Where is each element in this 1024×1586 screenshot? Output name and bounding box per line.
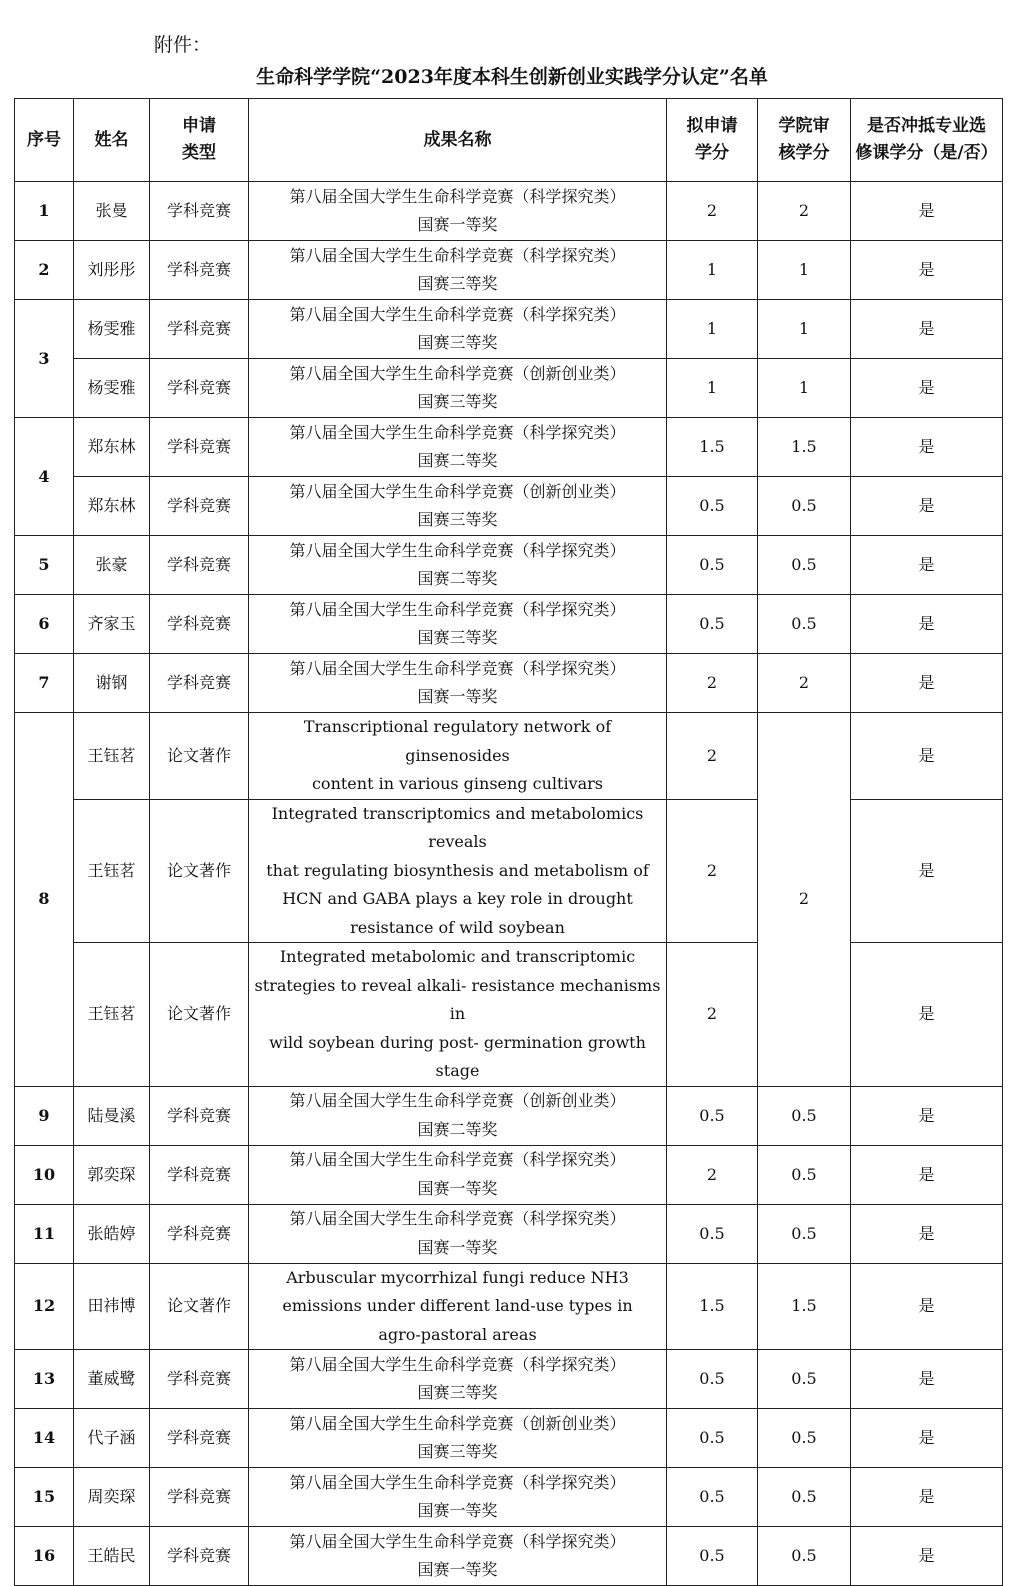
seq-cell: 12 [15,1263,74,1350]
type-cell: 论文著作 [150,713,249,800]
achievement-cell: 第八届全国大学生生命科学竞赛（科学探究类） 国赛二等奖 [249,536,667,595]
achievement-cell: 第八届全国大学生生命科学竞赛（科学探究类） 国赛一等奖 [249,654,667,713]
achievement-cell: 第八届全国大学生生命科学竞赛（科学探究类） 国赛三等奖 [249,1350,667,1409]
seq-cell: 9 [15,1086,74,1145]
offset-cell: 是 [851,1527,1003,1586]
seq-cell: 13 [15,1350,74,1409]
table-row [15,1468,1003,1527]
achievement-cell: Integrated metabolomic and transcriptomic strategies to reveal alkali- resistance mechanisms in wild soybean during post- germination growth stage [249,943,667,1087]
apply-credit-cell: 0.5 [667,595,758,654]
review-credit-cell: 2 [758,182,851,241]
apply-credit-cell: 1.5 [667,1263,758,1350]
table-row [15,1350,1003,1409]
offset-cell: 是 [851,1263,1003,1350]
type-cell: 学科竞赛 [150,1527,249,1586]
table-row [15,1204,1003,1263]
review-credit-cell: 1.5 [758,1263,851,1350]
achievement-cell: 第八届全国大学生生命科学竞赛（科学探究类） 国赛一等奖 [249,1527,667,1586]
achievement-cell: 第八届全国大学生生命科学竞赛（科学探究类） 国赛三等奖 [249,595,667,654]
name-cell: 王钰茗 [74,713,150,800]
apply-credit-cell: 2 [667,654,758,713]
type-cell: 学科竞赛 [150,1350,249,1409]
offset-cell: 是 [851,241,1003,300]
review-credit-cell: 1 [758,300,851,359]
header-seq: 序号 [15,99,74,182]
achievement-cell: 第八届全国大学生生命科学竞赛（科学探究类） 国赛三等奖 [249,300,667,359]
type-cell: 论文著作 [150,799,249,943]
offset-cell: 是 [851,359,1003,418]
apply-credit-cell: 0.5 [667,1350,758,1409]
header-type: 申请 类型 [150,99,249,182]
header-row [15,99,1003,182]
name-cell: 郑东林 [74,477,150,536]
credit-table [14,98,1003,1586]
name-cell: 陆曼溪 [74,1086,150,1145]
type-cell: 学科竞赛 [150,241,249,300]
achievement-cell: 第八届全国大学生生命科学竞赛（创新创业类） 国赛三等奖 [249,359,667,418]
offset-cell: 是 [851,799,1003,943]
name-cell: 张皓婷 [74,1204,150,1263]
apply-credit-cell: 2 [667,943,758,1087]
offset-cell: 是 [851,595,1003,654]
seq-cell: 3 [15,300,74,418]
table-row [15,536,1003,595]
review-credit-cell: 0.5 [758,1204,851,1263]
table-row [15,300,1003,359]
apply-credit-cell: 2 [667,799,758,943]
apply-credit-cell: 1 [667,241,758,300]
type-cell: 学科竞赛 [150,418,249,477]
offset-cell: 是 [851,418,1003,477]
type-cell: 学科竞赛 [150,1145,249,1204]
review-credit-cell: 2 [758,654,851,713]
seq-cell: 7 [15,654,74,713]
apply-credit-cell: 2 [667,182,758,241]
offset-cell: 是 [851,300,1003,359]
table-row [15,1086,1003,1145]
header-review-credit: 学院审 核学分 [758,99,851,182]
type-cell: 学科竞赛 [150,536,249,595]
table-row [15,943,1003,1087]
header-achievement: 成果名称 [249,99,667,182]
table-row [15,1527,1003,1586]
name-cell: 董威鹭 [74,1350,150,1409]
seq-cell: 11 [15,1204,74,1263]
seq-cell: 15 [15,1468,74,1527]
type-cell: 学科竞赛 [150,359,249,418]
table-row [15,595,1003,654]
achievement-cell: Transcriptional regulatory network of ginsenosides content in various ginseng cultivars [249,713,667,800]
table-row [15,241,1003,300]
achievement-cell: Arbuscular mycorrhizal fungi reduce NH3 emissions under different land-use types in agro-pastoral areas [249,1263,667,1350]
review-credit-cell: 0.5 [758,536,851,595]
seq-cell: 4 [15,418,74,536]
offset-cell: 是 [851,943,1003,1087]
achievement-cell: 第八届全国大学生生命科学竞赛（科学探究类） 国赛一等奖 [249,182,667,241]
offset-cell: 是 [851,1086,1003,1145]
achievement-cell: 第八届全国大学生生命科学竞赛（科学探究类） 国赛一等奖 [249,1468,667,1527]
apply-credit-cell: 2 [667,1145,758,1204]
apply-credit-cell: 0.5 [667,1204,758,1263]
page-title: 生命科学学院“2023年度本科生创新创业实践学分认定”名单 [256,66,768,88]
review-credit-cell: 1.5 [758,418,851,477]
seq-cell: 2 [15,241,74,300]
review-credit-cell: 1 [758,359,851,418]
name-cell: 田祎博 [74,1263,150,1350]
apply-credit-cell: 0.5 [667,1527,758,1586]
offset-cell: 是 [851,654,1003,713]
table-row [15,182,1003,241]
seq-cell: 14 [15,1409,74,1468]
review-credit-cell: 2 [758,713,851,1087]
type-cell: 学科竞赛 [150,1468,249,1527]
seq-cell: 16 [15,1527,74,1586]
type-cell: 学科竞赛 [150,1086,249,1145]
achievement-cell: 第八届全国大学生生命科学竞赛（创新创业类） 国赛三等奖 [249,477,667,536]
attachment-label: 附件： [154,34,212,56]
table-row [15,477,1003,536]
offset-cell: 是 [851,182,1003,241]
name-cell: 张豪 [74,536,150,595]
achievement-cell: 第八届全国大学生生命科学竞赛（科学探究类） 国赛一等奖 [249,1204,667,1263]
review-credit-cell: 0.5 [758,1350,851,1409]
achievement-cell: 第八届全国大学生生命科学竞赛（科学探究类） 国赛二等奖 [249,418,667,477]
offset-cell: 是 [851,1409,1003,1468]
type-cell: 学科竞赛 [150,182,249,241]
header-offset: 是否冲抵专业选 修课学分（是/否） [851,99,1003,182]
type-cell: 学科竞赛 [150,654,249,713]
achievement-cell: 第八届全国大学生生命科学竞赛（科学探究类） 国赛一等奖 [249,1145,667,1204]
table-row [15,1409,1003,1468]
apply-credit-cell: 0.5 [667,1468,758,1527]
table-row [15,418,1003,477]
name-cell: 王钰茗 [74,943,150,1087]
seq-cell: 5 [15,536,74,595]
offset-cell: 是 [851,1468,1003,1527]
review-credit-cell: 0.5 [758,477,851,536]
review-credit-cell: 0.5 [758,1527,851,1586]
name-cell: 张曼 [74,182,150,241]
apply-credit-cell: 1.5 [667,418,758,477]
achievement-cell: 第八届全国大学生生命科学竞赛（科学探究类） 国赛三等奖 [249,241,667,300]
type-cell: 学科竞赛 [150,1204,249,1263]
review-credit-cell: 0.5 [758,1145,851,1204]
seq-cell: 10 [15,1145,74,1204]
offset-cell: 是 [851,1145,1003,1204]
apply-credit-cell: 0.5 [667,1086,758,1145]
name-cell: 代子涵 [74,1409,150,1468]
name-cell: 刘彤彤 [74,241,150,300]
apply-credit-cell: 1 [667,359,758,418]
offset-cell: 是 [851,713,1003,800]
header-name: 姓名 [74,99,150,182]
table-row [15,359,1003,418]
name-cell: 谢钢 [74,654,150,713]
name-cell: 齐家玉 [74,595,150,654]
name-cell: 杨雯雅 [74,300,150,359]
type-cell: 学科竞赛 [150,477,249,536]
offset-cell: 是 [851,1350,1003,1409]
offset-cell: 是 [851,1204,1003,1263]
review-credit-cell: 0.5 [758,1086,851,1145]
review-credit-cell: 0.5 [758,1468,851,1527]
name-cell: 杨雯雅 [74,359,150,418]
apply-credit-cell: 0.5 [667,1409,758,1468]
table-row [15,654,1003,713]
name-cell: 王钰茗 [74,799,150,943]
name-cell: 郑东林 [74,418,150,477]
seq-cell: 8 [15,713,74,1087]
table-row [15,1145,1003,1204]
name-cell: 周奕琛 [74,1468,150,1527]
achievement-cell: Integrated transcriptomics and metabolomics reveals that regulating biosynthesis and metabolism of HCN and GABA plays a key role in drought resistance of wild soybean [249,799,667,943]
apply-credit-cell: 0.5 [667,536,758,595]
review-credit-cell: 0.5 [758,595,851,654]
type-cell: 论文著作 [150,943,249,1087]
achievement-cell: 第八届全国大学生生命科学竞赛（创新创业类） 国赛二等奖 [249,1086,667,1145]
seq-cell: 1 [15,182,74,241]
name-cell: 郭奕琛 [74,1145,150,1204]
table-row [15,713,1003,800]
seq-cell: 6 [15,595,74,654]
apply-credit-cell: 2 [667,713,758,800]
type-cell: 学科竞赛 [150,595,249,654]
table-row [15,1263,1003,1350]
achievement-cell: 第八届全国大学生生命科学竞赛（创新创业类） 国赛三等奖 [249,1409,667,1468]
type-cell: 论文著作 [150,1263,249,1350]
header-apply-credit: 拟申请 学分 [667,99,758,182]
type-cell: 学科竞赛 [150,300,249,359]
apply-credit-cell: 0.5 [667,477,758,536]
apply-credit-cell: 1 [667,300,758,359]
table-row [15,799,1003,943]
review-credit-cell: 0.5 [758,1409,851,1468]
offset-cell: 是 [851,536,1003,595]
name-cell: 王皓民 [74,1527,150,1586]
type-cell: 学科竞赛 [150,1409,249,1468]
offset-cell: 是 [851,477,1003,536]
review-credit-cell: 1 [758,241,851,300]
